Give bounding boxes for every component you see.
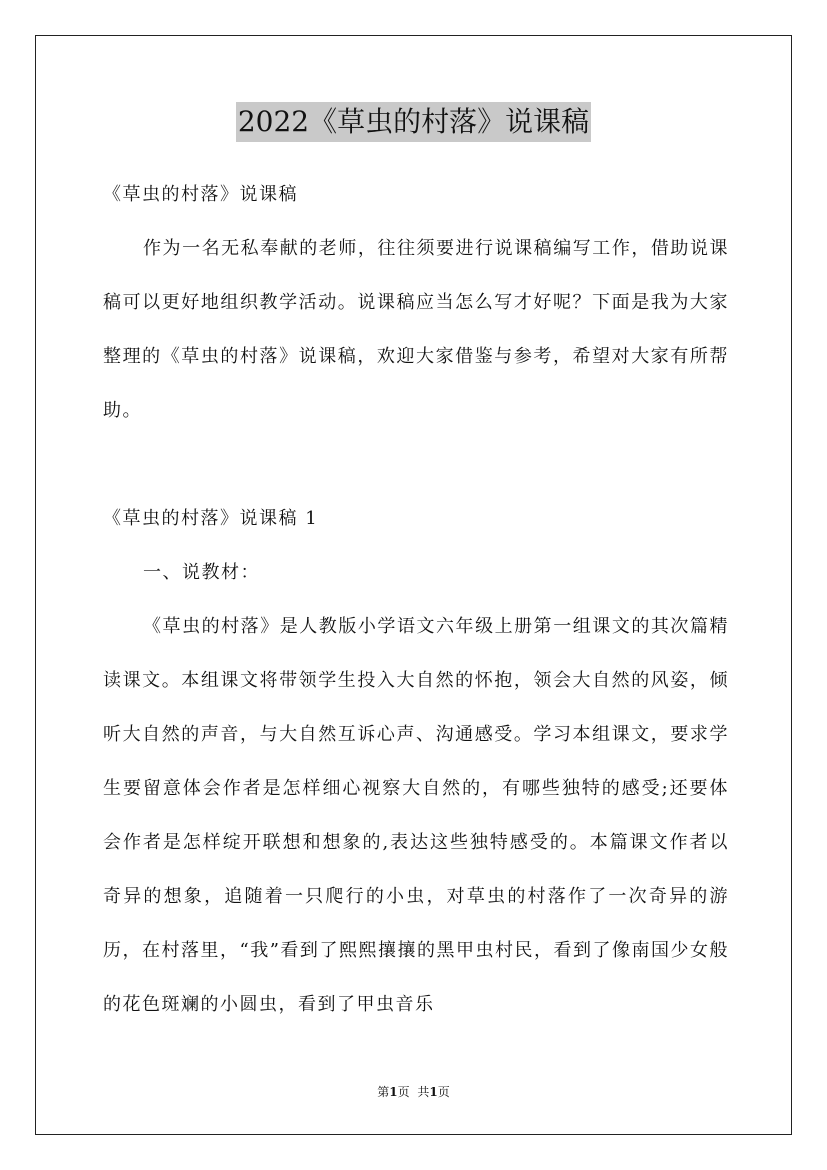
- footer-total-prefix: 共: [417, 1085, 430, 1099]
- subsection-heading: 一、说教材：: [143, 562, 260, 583]
- intro-paragraph: 作为一名无私奉献的老师，往往须要进行说课稿编写工作，借助说课稿可以更好地组织教学活动。说课稿应当怎么写才好呢？下面是我为大家整理的《草虫的村落》说课稿，欢迎大家借鉴与参考，希望对大家有所帮助。: [103, 238, 729, 421]
- document-subtitle: 《草虫的村落》说课稿: [103, 184, 298, 205]
- footer-page-number: 1: [389, 1085, 398, 1099]
- page-footer: [0, 1082, 827, 1102]
- footer-total-pages: 1: [429, 1085, 438, 1099]
- document-title: [0, 102, 827, 142]
- footer-page-prefix: 第: [377, 1085, 390, 1099]
- body-paragraph: 《草虫的村落》是人教版小学语文六年级上册第一组课文的其次篇精读课文。本组课文将带领学生投入大自然的怀抱，领会大自然的风姿，倾听大自然的声音，与大自然互诉心声、沟通感受。学习本组课文，要求学生要留意体会作者是怎样细心视察大自然的，有哪些独特的感受;还要体会作者是怎样绽开联想和想象的,表达这些独特感受的。本篇课文作者以奇异的想象，追随着一只爬行的小虫，对草虫的村落作了一次奇异的游历，在村落里，“我”看到了熙熙攘攘的黑甲虫村民，看到了像南国少女般的花色斑斓的小圆虫，看到了甲虫音乐: [103, 616, 729, 1015]
- footer-total-suffix: 页: [437, 1085, 450, 1099]
- footer-page-suffix: 页: [397, 1085, 410, 1099]
- document-title-text: 2022《草虫的村落》说课稿: [236, 102, 591, 142]
- section-heading: 《草虫的村落》说课稿 1: [103, 508, 319, 529]
